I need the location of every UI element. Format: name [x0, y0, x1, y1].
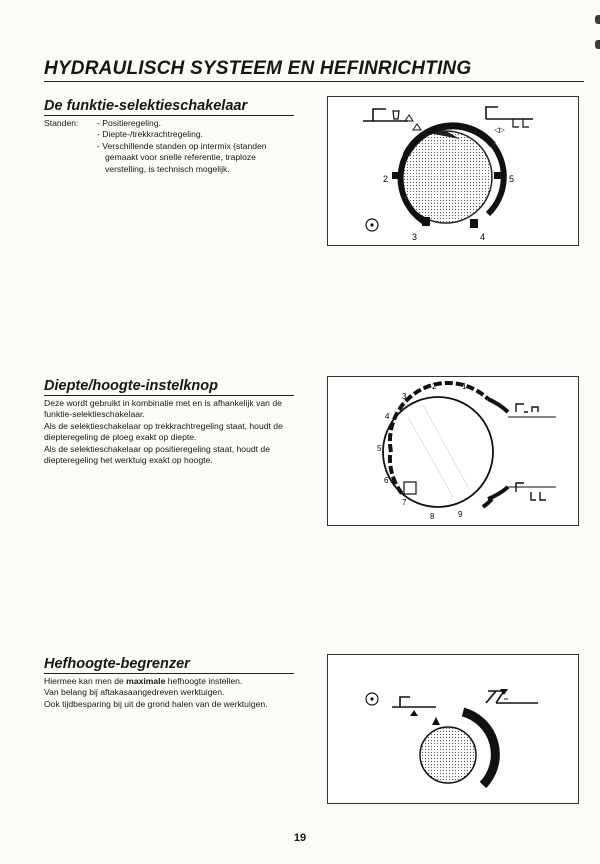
paragraph: Als de selektieschakelaar op trekkrachtregeling staat, houdt de diepteregeling de ploeg exakt op diepte.: [44, 420, 283, 443]
figure-label: 9: [458, 510, 463, 519]
figure-label: 8: [430, 512, 435, 521]
raise-symbol-icon: [486, 691, 538, 703]
figure-depth-knob: [327, 376, 579, 526]
list-item: - Diepte-/trekkrachtregeling.: [97, 129, 204, 140]
figure-selector-switch: [327, 96, 579, 246]
list-item: - Verschillende standen op intermix (standen gemaakt voor snelle referentie, traploze verstelling, is technisch mogelijk.: [97, 140, 267, 174]
binding-hole: [595, 40, 600, 49]
figure-label: 5: [377, 444, 382, 453]
draft-symbol-icon: [516, 404, 538, 412]
section-title-diepte-hoogte-instelknop: Diepte/hoogte-instelknop: [44, 378, 294, 396]
section-title-hefhoogte-begrenzer: Hefhoogte-begrenzer: [44, 656, 294, 674]
paragraph: Hiermee kan men de maximale hefhoogte instellen.: [44, 676, 243, 686]
figure-label: 2: [383, 174, 389, 184]
figure-label: 4: [480, 232, 486, 242]
knob-icon: [420, 727, 476, 783]
figure-lift-limiter: [327, 654, 579, 804]
list-item: - Positieregeling.: [97, 118, 162, 128]
lower-symbol-icon: [392, 697, 436, 707]
figure-label: 2: [432, 382, 437, 391]
figure-label: 5: [509, 174, 515, 184]
binding-hole: [595, 15, 600, 24]
svg-text:◁▷: ◁▷: [494, 127, 505, 134]
section-body-hefhoogte: [44, 676, 294, 710]
paragraph: Van belang bij aftakasaangedreven werktuigen.: [44, 687, 225, 698]
page-number: 19: [293, 832, 307, 844]
position-symbol-icon: [516, 483, 546, 500]
standen-list: [97, 118, 297, 175]
section-title-funktie-selektieschakelaar: De funktie-selektieschakelaar: [44, 98, 294, 116]
paragraph: Deze wordt gebruikt in kombinatie met en is afhankelijk van de funktie-selektieschakelaar.: [44, 398, 282, 420]
paragraph: Als de selektieschakelaar op positieregeling staat, houdt de diepteregeling het werktuig exakt op hoogte.: [44, 443, 270, 466]
figure-label: 7: [402, 498, 407, 507]
section-body-diepte: [44, 398, 294, 466]
paragraph: Ook tijdbesparing bij uit de grond halen van de werktuigen.: [44, 698, 268, 709]
standen-label: Standen:: [44, 118, 79, 128]
figure-label: 3: [412, 232, 418, 242]
position-symbol-icon: [363, 109, 408, 121]
draft-symbol-icon: [486, 107, 533, 119]
figure-label: 4: [385, 412, 390, 421]
figure-label: 3: [402, 392, 407, 401]
figure-label: 1: [462, 382, 467, 391]
page-title: HYDRAULISCH SYSTEEM EN HEFINRICHTING: [44, 58, 584, 82]
figure-label: 6: [384, 476, 389, 485]
